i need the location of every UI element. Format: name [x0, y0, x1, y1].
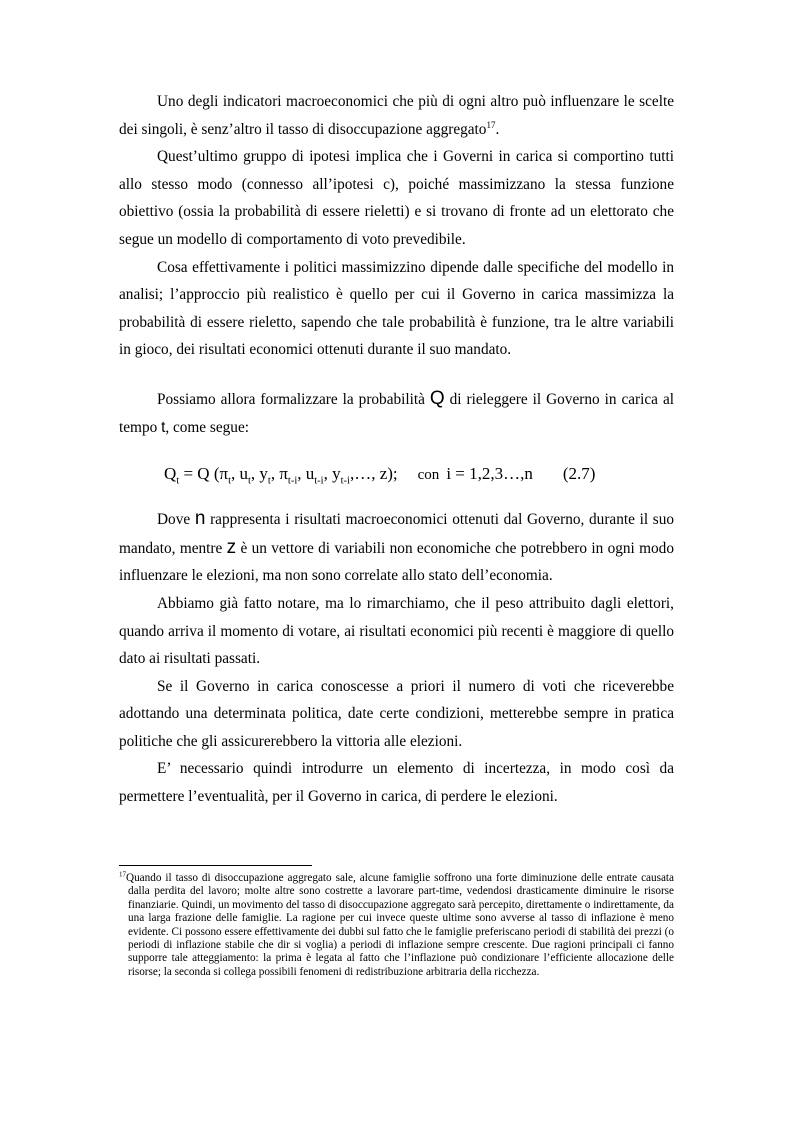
formula-subscript: t [247, 475, 251, 487]
formula-range: i = 1,2,3…,n [446, 464, 533, 484]
formula-subscript: t-i [340, 475, 350, 487]
paragraph-4-text-b: di rieleggere il Governo in carica al tempo [119, 390, 674, 436]
variable-n: n [194, 508, 206, 530]
formula-con: con [417, 467, 440, 484]
paragraph-5-text-c: è un vettore di variabili non economiche che potrebbero in ogni modo influenzare le elezioni, ma non sono correlate allo stato dell’economia. [119, 539, 674, 585]
paragraph-8: E’ necessario quindi introdurre un elemento di incertezza, in modo così da permettere l’eventualità, per il Governo in carica, di perdere le elezioni. [119, 760, 674, 806]
variable-q: Q [429, 387, 445, 409]
formula-part: , π [270, 464, 288, 484]
paragraph-2: Quest’ultimo gruppo di ipotesi implica che i Governi in carica si comportino tutti allo stesso modo (connesso all’ipotesi c), poiché massimizzano la stessa funzione obiettivo (ossia la probabilità di essere rieletti) e si trovano di fronte ad un elettorato che segue un modello di comportamento di voto prevedibile. [119, 148, 674, 248]
footnote-17 [119, 872, 674, 979]
paragraph-4-text-a: Possiamo allora formalizzare la probabilità [157, 390, 430, 408]
formula-part: , u [297, 464, 315, 484]
footnote-marker: 17 [119, 870, 126, 879]
footnote-text: Quando il tasso di disoccupazione aggregato sale, alcune famiglie soffrono una forte diminuzione delle entrate causata dalla perdita del lavoro; molte altre sono costrette a lavorare part-time, vedendosi drasticamente diminuire le risorse finanziarie. Quindi, un movimento del tasso di disoccupazione aggregato sarà percepito, direttamente o indirettamente, da una larga frazione delle famiglie. La ragione per cui invece queste ultime sono avverse al tasso di inflazione è meno evidente. Ci possono essere effettivamente dei dubbi sul fatto che le famiglie preferiscano periodi di stabilità dei prezzi (o periodi di inflazione stabile che dir si voglia) a periodi di inflazione sempre crescente. Due ragioni principali ci fanno supporre tale atteggiamento: la prima è legata al fatto che l’inflazione può condizionare l’efficiente allocazione delle risorse; la seconda si collega possibili fenomeni di redistribuzione arbitraria della ricchezza. [126, 872, 674, 978]
paragraph-1-end: . [495, 120, 500, 138]
paragraph-1 [119, 88, 674, 143]
paragraph-7: Se il Governo in carica conoscesse a priori il numero di voti che riceverebbe adottando una determinata politica, date certe condizioni, metterebbe sempre in pratica politiche che gli assicurerebbero la vittoria alle elezioni. [119, 677, 674, 750]
paragraph-3: Cosa effettivamente i politici massimizzino dipende dalle specifiche del modello in analisi; l’approccio più realistico è quello per cui il Governo in carica massimizza la probabilità di essere rieletto, sapendo che tale probabilità è funzione, tra le altre variabili in gioco, dei risultati economici ottenuti durante il suo mandato. [119, 258, 674, 359]
formula-subscript: t [176, 475, 180, 487]
formula-lhs: Q [164, 464, 177, 484]
paragraph-4 [119, 385, 674, 441]
formula-part: , y [323, 464, 341, 484]
formula-part: , u [230, 464, 248, 484]
page-body [119, 88, 674, 811]
formula-subscript: t [228, 475, 231, 487]
paragraph-1-text: Uno degli indicatori macroeconomici che più di ogni altro può influenzare le scelte dei singoli, è senz’altro il tasso di disoccupazione aggregato [119, 93, 674, 138]
formula-part: = Q (π [179, 464, 229, 484]
footnote-body [119, 872, 674, 979]
formula-subscript: t-i [314, 475, 324, 487]
formula-subscript: t-i [287, 475, 298, 487]
paragraph-4-text-c: , come segue: [165, 418, 249, 436]
footnote-reference: 17 [486, 119, 496, 130]
formula-subscript: t [267, 475, 271, 487]
paragraph-5-text-a: Dove [157, 511, 195, 529]
formula-part: ,…, z); [349, 464, 398, 484]
paragraph-5-text-b: rappresenta i risultati macroeconomici ottenuti dal Governo, durante il suo mandato, mentre [119, 511, 674, 557]
paragraph-5 [119, 505, 674, 590]
paragraph-6: Abbiamo già fatto notare, ma lo rimarchiamo, che il peso attribuito dagli elettori, quando arriva il momento di votare, ai risultati economici più recenti è maggiore di quello dato ai risultati passati. [119, 594, 674, 668]
equation-number: (2.7) [562, 464, 596, 484]
formula-part: , y [250, 464, 268, 484]
paragraph-gap [119, 364, 674, 385]
equation-2-7 [119, 460, 674, 489]
variable-t: t [161, 418, 166, 436]
variable-z: z [226, 536, 237, 558]
footnote-separator [119, 865, 312, 866]
